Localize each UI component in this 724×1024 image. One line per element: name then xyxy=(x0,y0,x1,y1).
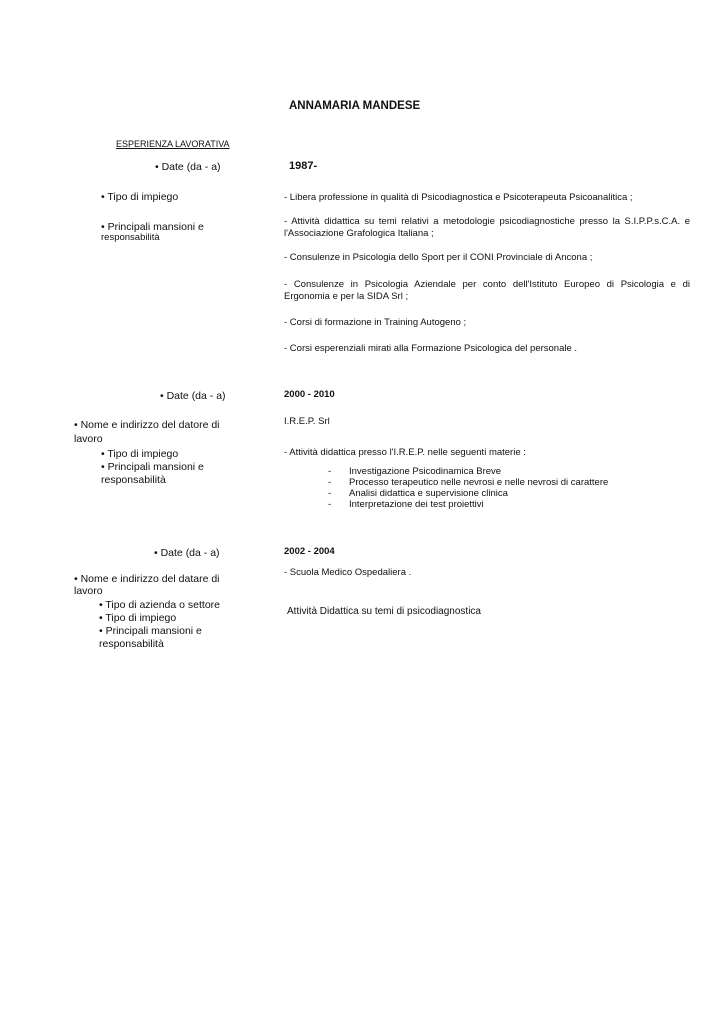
mansioni-label: • Principali mansioni e xyxy=(101,221,204,233)
list-item: - Investigazione Psicodinamica Breve xyxy=(328,466,502,477)
entry-text: - Consulenze in Psicologia Aziendale per conto dell'Istituto Europeo di Psicologia e di Ergonomia e per la SIDA Srl ; xyxy=(284,279,690,302)
list-item: - Processo terapeutico nelle nevrosi e nelle nevrosi di carattere xyxy=(328,477,609,488)
datore-label-cont: lavoro xyxy=(74,433,103,445)
section-title: ESPERIENZA LAVORATIVA xyxy=(116,139,230,149)
entry-text: - Corsi di formazione in Training Autogeno ; xyxy=(284,317,467,328)
mansioni-label-cont: responsabilità xyxy=(99,638,164,650)
entry-text: - Libera professione in qualità di Psicodiagnostica e Psicoterapeuta Psicoanalitica ; xyxy=(284,192,633,203)
date-value: 2000 - 2010 xyxy=(284,389,335,400)
mansioni-label: • Principali mansioni e xyxy=(99,625,202,637)
tipo-label: • Tipo di impiego xyxy=(101,448,179,460)
activity-text: Attività Didattica su temi di psicodiagnostica xyxy=(287,606,481,617)
employer-name: I.R.E.P. Srl xyxy=(284,416,330,427)
tipo-label: • Tipo di impiego xyxy=(101,191,179,203)
mansioni-label: • Principali mansioni e xyxy=(101,461,204,473)
date-label: • Date (da - a) xyxy=(155,161,221,173)
entry-text: - Attività didattica su temi relativi a metodologie psicodiagnostiche presso la S.I.P.P.s.C.A. e l'Associazione Grafologica Italiana ; xyxy=(284,216,690,239)
tipo-label: • Tipo di impiego xyxy=(99,612,177,624)
entry-text: - Corsi esperenziali mirati alla Formazione Psicologica del personale . xyxy=(284,343,578,354)
document-title: ANNAMARIA MANDESE xyxy=(289,100,421,112)
datore-label-cont: lavoro xyxy=(74,585,103,597)
mansioni-label-cont: responsabilità xyxy=(101,232,160,243)
azienda-label: • Tipo di azienda o settore xyxy=(99,599,221,611)
date-value: 2002 - 2004 xyxy=(284,546,335,557)
date-label: • Date (da - a) xyxy=(160,390,226,402)
list-item: - Analisi didattica e supervisione clinica xyxy=(328,488,508,499)
list-item: - Interpretazione dei test proiettivi xyxy=(328,499,484,510)
employer-name: - Scuola Medico Ospedaliera . xyxy=(284,567,412,578)
subjects-list xyxy=(328,466,608,510)
date-label: • Date (da - a) xyxy=(154,547,220,559)
entry-text: - Consulenze in Psicologia dello Sport per il CONI Provinciale di Ancona ; xyxy=(284,252,593,263)
datore-label: • Nome e indirizzo del datore di xyxy=(74,419,220,431)
date-value: 1987- xyxy=(289,160,318,172)
datore-label: • Nome e indirizzo del datare di xyxy=(74,573,220,585)
mansioni-label-cont: responsabilità xyxy=(101,474,166,486)
activity-text: - Attività didattica presso l'I.R.E.P. nelle seguenti materie : xyxy=(284,447,526,458)
